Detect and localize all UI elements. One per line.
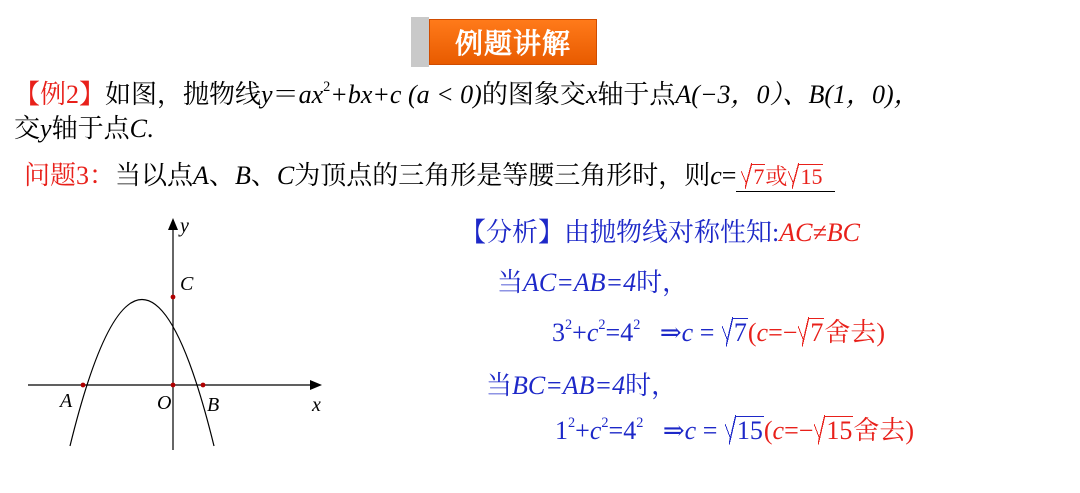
eq2-rejection	[764, 416, 914, 445]
implies-arrow: ⇒	[662, 416, 685, 445]
eq2-neg: =−	[784, 416, 814, 445]
case-1	[497, 262, 688, 299]
eq1-c2: c	[681, 318, 694, 347]
line2-end: .	[146, 114, 154, 143]
point-a-marker	[81, 383, 86, 388]
term-bx-c: +bx+c	[330, 80, 402, 109]
example-text-a: 如图，抛物线	[105, 80, 262, 109]
example-statement-line1	[14, 74, 920, 111]
eq1-equals: =4	[605, 318, 634, 347]
eq1-exp2: 2	[598, 316, 606, 333]
case2-suffix: 时，	[625, 371, 678, 400]
answer-radicand-2: 15	[800, 164, 823, 189]
line2-var-y: y	[40, 114, 52, 143]
eq2-equals: =4	[608, 416, 637, 445]
question-label: 问题3：	[24, 161, 116, 190]
eq1-plus: +	[572, 318, 587, 347]
parabola-graph	[20, 210, 330, 460]
point-c-marker	[171, 295, 176, 300]
answer-radicand-1: 7	[753, 164, 765, 189]
eq2-radicand2: 15	[826, 416, 853, 445]
eq2-base: 1	[555, 416, 568, 445]
case-2	[486, 365, 677, 402]
eq2-eq2: =	[696, 416, 724, 445]
eq1-radicand2: 7	[810, 318, 824, 347]
question-text-a: 当以点	[115, 161, 194, 190]
eq1-c: c	[586, 318, 599, 347]
point-b-marker	[201, 383, 206, 388]
term-ax: ax	[298, 80, 324, 109]
eq2-c2: c	[684, 416, 697, 445]
eq-sign: ＝	[272, 80, 299, 109]
origin-label: O	[157, 392, 172, 414]
example-tag: 【例2】	[14, 80, 106, 109]
eq1-reject: 舍去)	[824, 318, 886, 347]
equation-2	[555, 410, 914, 447]
example-text-b: 的图象交	[481, 80, 586, 109]
implies-arrow: ⇒	[659, 318, 682, 347]
point-b-label: B	[207, 394, 220, 416]
q-point-a: A	[193, 161, 209, 190]
q-eq: =	[721, 161, 737, 190]
sqrt-symbol	[725, 416, 764, 446]
q-sep1: 、	[208, 161, 235, 190]
eq2-exp1: 2	[568, 414, 576, 431]
eq2-reject: 舍去)	[853, 416, 915, 445]
analysis-relation: AC≠BC	[779, 218, 860, 247]
eq1-rejection	[748, 318, 885, 347]
eq1-base: 3	[552, 318, 565, 347]
example-text-c: 轴于点	[597, 80, 676, 109]
square-exponent: 2	[323, 78, 331, 95]
line2-text-b: 轴于点	[51, 114, 130, 143]
sqrt-symbol	[788, 164, 823, 190]
origin-marker	[171, 383, 176, 388]
point-c-label: C	[180, 273, 194, 295]
x-axis-label: x	[312, 394, 321, 416]
answer-or: 或	[765, 164, 788, 189]
case1-suffix: 时，	[636, 268, 689, 297]
q-point-c: C	[276, 161, 295, 190]
sqrt-symbol	[814, 416, 853, 446]
analysis-tag: 【分析】	[460, 218, 565, 247]
question-3	[24, 155, 835, 192]
eq1-eq2: =	[693, 318, 721, 347]
line2-point-c: C	[129, 114, 147, 143]
eq1-radicand: 7	[733, 318, 747, 347]
sqrt-symbol	[741, 164, 765, 190]
q-sep2: 、	[250, 161, 277, 190]
eq1-exp1: 2	[565, 316, 573, 333]
badge-accent	[411, 17, 429, 67]
var-x: x	[585, 80, 598, 109]
condition: (a < 0)	[407, 80, 482, 109]
eq2-exp2: 2	[601, 414, 609, 431]
parabola-curve	[70, 300, 214, 447]
q-var-c: c	[710, 161, 722, 190]
case1-eq: AC=AB=4	[523, 268, 637, 297]
y-axis-arrow	[168, 218, 178, 230]
eq1-c3: c	[756, 318, 769, 347]
analysis-text: 由抛物线对称性知:	[564, 218, 780, 247]
eq2-c: c	[589, 416, 602, 445]
analysis-heading	[460, 212, 860, 249]
eq1-neg: =−	[768, 318, 798, 347]
x-axis-arrow	[310, 380, 322, 390]
eq2-open: (	[763, 416, 773, 445]
eq2-plus: +	[575, 416, 590, 445]
answer-blank	[736, 160, 835, 192]
points-ab: A(−3，0）、B(1，0)，	[675, 80, 920, 109]
case1-prefix: 当	[497, 268, 524, 297]
eq2-c3: c	[772, 416, 785, 445]
equation-1	[552, 312, 885, 349]
y-axis-label: y	[180, 215, 189, 237]
q-point-b: B	[234, 161, 251, 190]
section-title: 例题讲解	[429, 19, 597, 65]
eq2-radicand: 15	[736, 416, 763, 445]
sqrt-symbol	[798, 318, 824, 348]
question-text-b: 为顶点的三角形是等腰三角形时，则	[294, 161, 711, 190]
case2-prefix: 当	[486, 371, 513, 400]
sqrt-symbol	[722, 318, 748, 348]
example-statement-line2	[14, 108, 153, 145]
eq1-open: (	[747, 318, 757, 347]
point-a-label: A	[60, 390, 73, 412]
case2-eq: BC=AB=4	[512, 371, 626, 400]
line2-text-a: 交	[14, 114, 41, 143]
eq2-exp3: 2	[636, 414, 644, 431]
section-title-badge	[411, 17, 597, 67]
var-y: y	[261, 80, 273, 109]
eq1-exp3: 2	[633, 316, 641, 333]
